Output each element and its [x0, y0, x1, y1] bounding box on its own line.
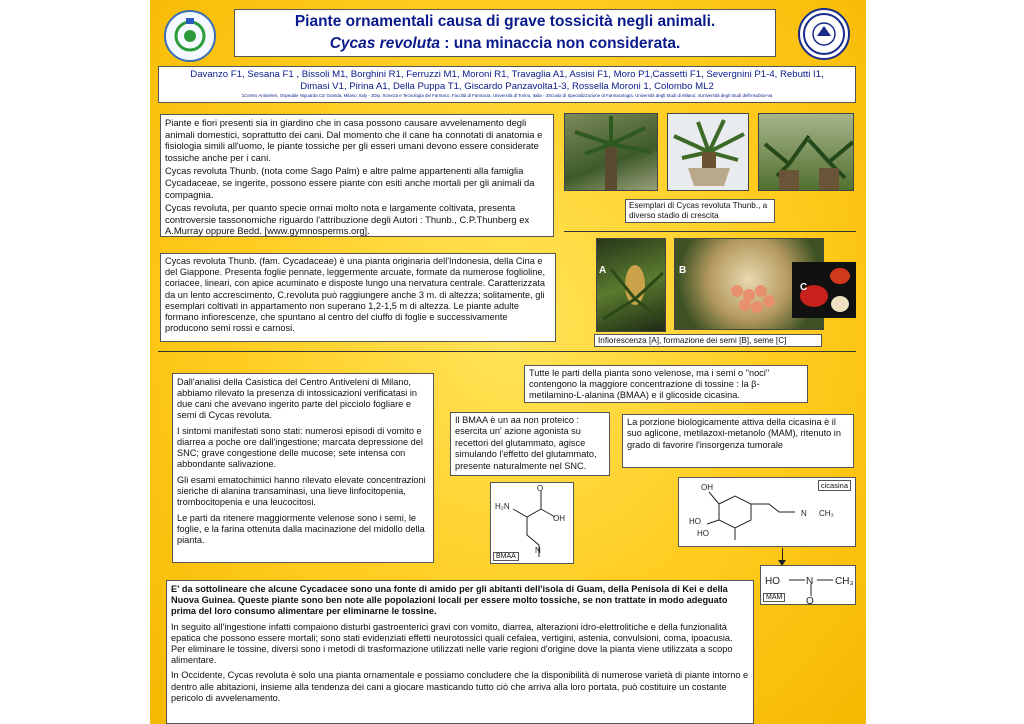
- inflorescence-photo-a: [596, 238, 666, 332]
- bmaa-structure: [490, 482, 574, 564]
- cases-box: [172, 373, 434, 563]
- svg-text:OH: OH: [553, 514, 565, 523]
- caption-growth-stages: [625, 199, 775, 223]
- title-line-2: [235, 35, 775, 53]
- svg-text:N: N: [535, 546, 541, 555]
- title-species: Cycas revoluta: [329, 35, 440, 52]
- photo-label-c: C: [800, 282, 808, 293]
- plant-photo-3: [758, 113, 854, 191]
- affiliations: 1Centro Antiveleni, Ospedale Niguarda Ca' Granda, Milano, Italy - 2Dip. Scienza e Tecnologia del Farmaco, Facoltà di Farmacia, Università di Torino, Italia - 3Scuola di Specializzazione di Farmacologia, Università degli Studi di Milano; 4Università degli Studi dell'Insubria-Va: [241, 93, 773, 98]
- divider-1: [564, 231, 856, 232]
- cicasina-text: La porzione biologicamente attiva della cicasina è il suo aglicone, metilazoxi-metanolo (MAM), ritenuto in grado di favorire l'insorgenza tumorale: [627, 417, 841, 450]
- bmaa-box: [450, 412, 610, 476]
- palm-tree-icon: [565, 114, 658, 191]
- inflorescence-icon: [597, 239, 666, 332]
- conclusion-p3: In Occidente, Cycas revoluta è solo una pianta ornamentale e possiamo concludere che la disponibilità di numerose varietà di piante intorno e dentro alle abitazioni, insieme alla tendenza dei cani a giocare masticando tutto ciò che arriva alla loro portata, può costituire un costante pericolo di avvelenamento.: [171, 670, 749, 703]
- svg-text:CH₃: CH₃: [835, 576, 854, 587]
- cases-p4: Le parti da ritenere maggiormente velenose sono i semi, le foglie, e la farina ottenuta dalla macinazione del midollo della pianta.: [177, 513, 425, 545]
- title-subtitle: : una minaccia non considerata.: [439, 35, 681, 52]
- bmaa-text: Il BMAA è un aa non proteico : esercita un' azione agonista su recettori del glutammato, agisce simulando l'effetto del glutammato, presente naturalmente nel SNC.: [455, 415, 597, 471]
- conclusion-p1: E' da sottolineare che alcune Cycadacee sono una fonte di amido per gli abitanti dell'isola di Guam, della Penisola di Kei e della Nuova Guinea. Queste piante sono ben note alle popolazioni locali per essere molto tossiche, se non trattate in modo adeguato prima del loro consumo alimentare per eliminarne le tossine.: [171, 584, 728, 617]
- photo-label-a: A: [599, 265, 607, 276]
- svg-text:OH: OH: [701, 483, 713, 492]
- svg-text:H₂N: H₂N: [495, 502, 510, 511]
- authors-line-1: Davanzo F1, Sesana F1 , Bissoli M1, Borghini R1, Ferruzzi M1, Moroni R1, Travaglia A1, Assisi F1, Moro P1,Cassetti F1, Severgnini P1-4, Rebutti I1,: [190, 69, 824, 80]
- cicasina-label: cicasina: [818, 480, 851, 491]
- svg-text:O: O: [537, 484, 544, 493]
- caption-growth-stages-text: Esemplari di Cycas revoluta Thunb., a diverso stadio di crescita: [629, 201, 768, 220]
- cicasina-structure: [678, 477, 856, 547]
- university-seal-icon: [800, 10, 848, 58]
- seed-photo-c: [792, 262, 856, 318]
- cycas-group-icon: [759, 114, 854, 191]
- cases-p3: Gli esami ematochimici hanno rilevato elevate concentrazioni sieriche di alanina transaminasi, una lieve linfocitopenia, trombocitopenia e una leucocitosi.: [177, 475, 426, 507]
- authors-line-2: Dimasi V1, Pirina A1, Della Puppa T1, Giscardo Panzavolta1-3, Rossella Moroni 1, Colombo ML2: [300, 81, 714, 92]
- authors-box: [158, 66, 856, 103]
- plant-photo-2: [667, 113, 749, 191]
- intro-p2: Cycas revoluta Thunb. (nota come Sago Palm) e altre palme appartenenti alla famiglia Cycadaceae, se ingerite, possono essere piante con esiti anche mortali per gli animali da compagnia.: [165, 165, 535, 200]
- toxic-parts-text: Tutte le parti della pianta sono velenose, ma i semi o "noci" contengono la maggiore concentrazione di tossine : la β-metilamino-L-alanina (BMAA) e il glicoside cicasina.: [529, 368, 770, 400]
- mam-label: MAM: [763, 593, 785, 602]
- bmaa-label: BMAA: [493, 552, 519, 561]
- divider-2: [158, 351, 856, 352]
- svg-text:CH₃: CH₃: [819, 509, 834, 518]
- svg-text:HO: HO: [697, 529, 709, 538]
- intro-p1: Piante e fiori presenti sia in giardino che in casa possono causare avvelenamento degli animali domestici, soprattutto dei cani. Dal momento che il cane ha connotati di anatomia e fisiologia simili all'uomo, le piante tossiche per gli esseri umani devono essere considerate tossiche anche per i cani.: [165, 117, 543, 163]
- plant-photo-1: [564, 113, 658, 191]
- left-logo: [164, 10, 216, 62]
- svg-text:N: N: [801, 509, 807, 518]
- svg-text:O: O: [806, 596, 814, 606]
- cases-p1: Dall'analisi della Casistica del Centro Antiveleni di Milano, abbiamo rilevato la presenza di intossicazioni verificatasi in due cani che avevano ingerito parte del picciolo fogliare e semi di Cycas revoluta.: [177, 377, 418, 420]
- description-text: Cycas revoluta Thunb. (fam. Cycadaceae) è una pianta originaria dell'Indonesia, della Cina e del Giappone. Presenta foglie pennate, leggermente arcuate, formate da numerose foglioline, coriacee, lineari, con apice acuminato e disposte lungo una nervatura centrale. Caratterizzata da un lento accrescimento, C.revoluta può raggiungere anche 3 m. di altezza; solitamente, gli esemplari coltivati in appartamento non superano 1,2-1,5 m di altezza. Le piante adulte formano infiorescenze, che spuntano al centro del ciuffo di foglie e successivamente producono semi rossi e carnosi.: [165, 256, 545, 334]
- conclusion-box: [166, 580, 754, 724]
- intro-box: [160, 114, 554, 237]
- description-box: [160, 253, 556, 342]
- left-logo-emblem-icon: [166, 12, 214, 60]
- potted-cycas-icon: [668, 114, 749, 191]
- intro-p3: Cycas revoluta, per quanto specie ormai molto nota e largamente coltivata, presenta controversie tassonomiche riguardo l'attribuzione degli Autori : Thunb., C.P.Thunberg ex A.Murray oppure Bedd. [www.gymnosperms.org].: [165, 202, 530, 237]
- right-university-seal: [798, 8, 850, 60]
- title-box: [234, 9, 776, 57]
- title-line-1: Piante ornamentali causa di grave tossicità negli animali.: [294, 13, 716, 30]
- poster: [150, 0, 866, 724]
- cicasina-box: [622, 414, 854, 468]
- conclusion-p2: In seguito all'ingestione infatti compaiono disturbi gastroenterici gravi con vomito, diarrea, alterazioni idro-elettrolitiche e della funzionalità epatica che possono essere mortali; sono stati evidenziati effetti neurotossici quali cefalea, vertigini, astenia, convulsioni, coma, ipoacusia. Per eliminare le tossine, diversi sono i metodi di trasformazione utilizzati nelle varie regioni d'origine dove la pianta viene utilizzata a scopo alimentare.: [171, 621, 733, 666]
- photo-label-b: B: [679, 265, 687, 276]
- svg-text:N: N: [806, 576, 814, 587]
- caption-inflorescence: [594, 334, 822, 347]
- mam-structure: [760, 565, 856, 605]
- svg-text:HO: HO: [689, 517, 701, 526]
- toxic-parts-box: [524, 365, 808, 403]
- cases-p2: I sintomi manifestati sono stati: numerosi episodi di vomito e diarrea a poche ore dall'ingestione; marcata depressione del SNC; grave congestione delle mucose; sete intensa con abbondante salivazione.: [177, 426, 423, 469]
- svg-text:HO: HO: [765, 576, 780, 587]
- caption-inflorescence-text: Infiorescenza [A], formazione dei semi [B], seme [C]: [598, 336, 787, 345]
